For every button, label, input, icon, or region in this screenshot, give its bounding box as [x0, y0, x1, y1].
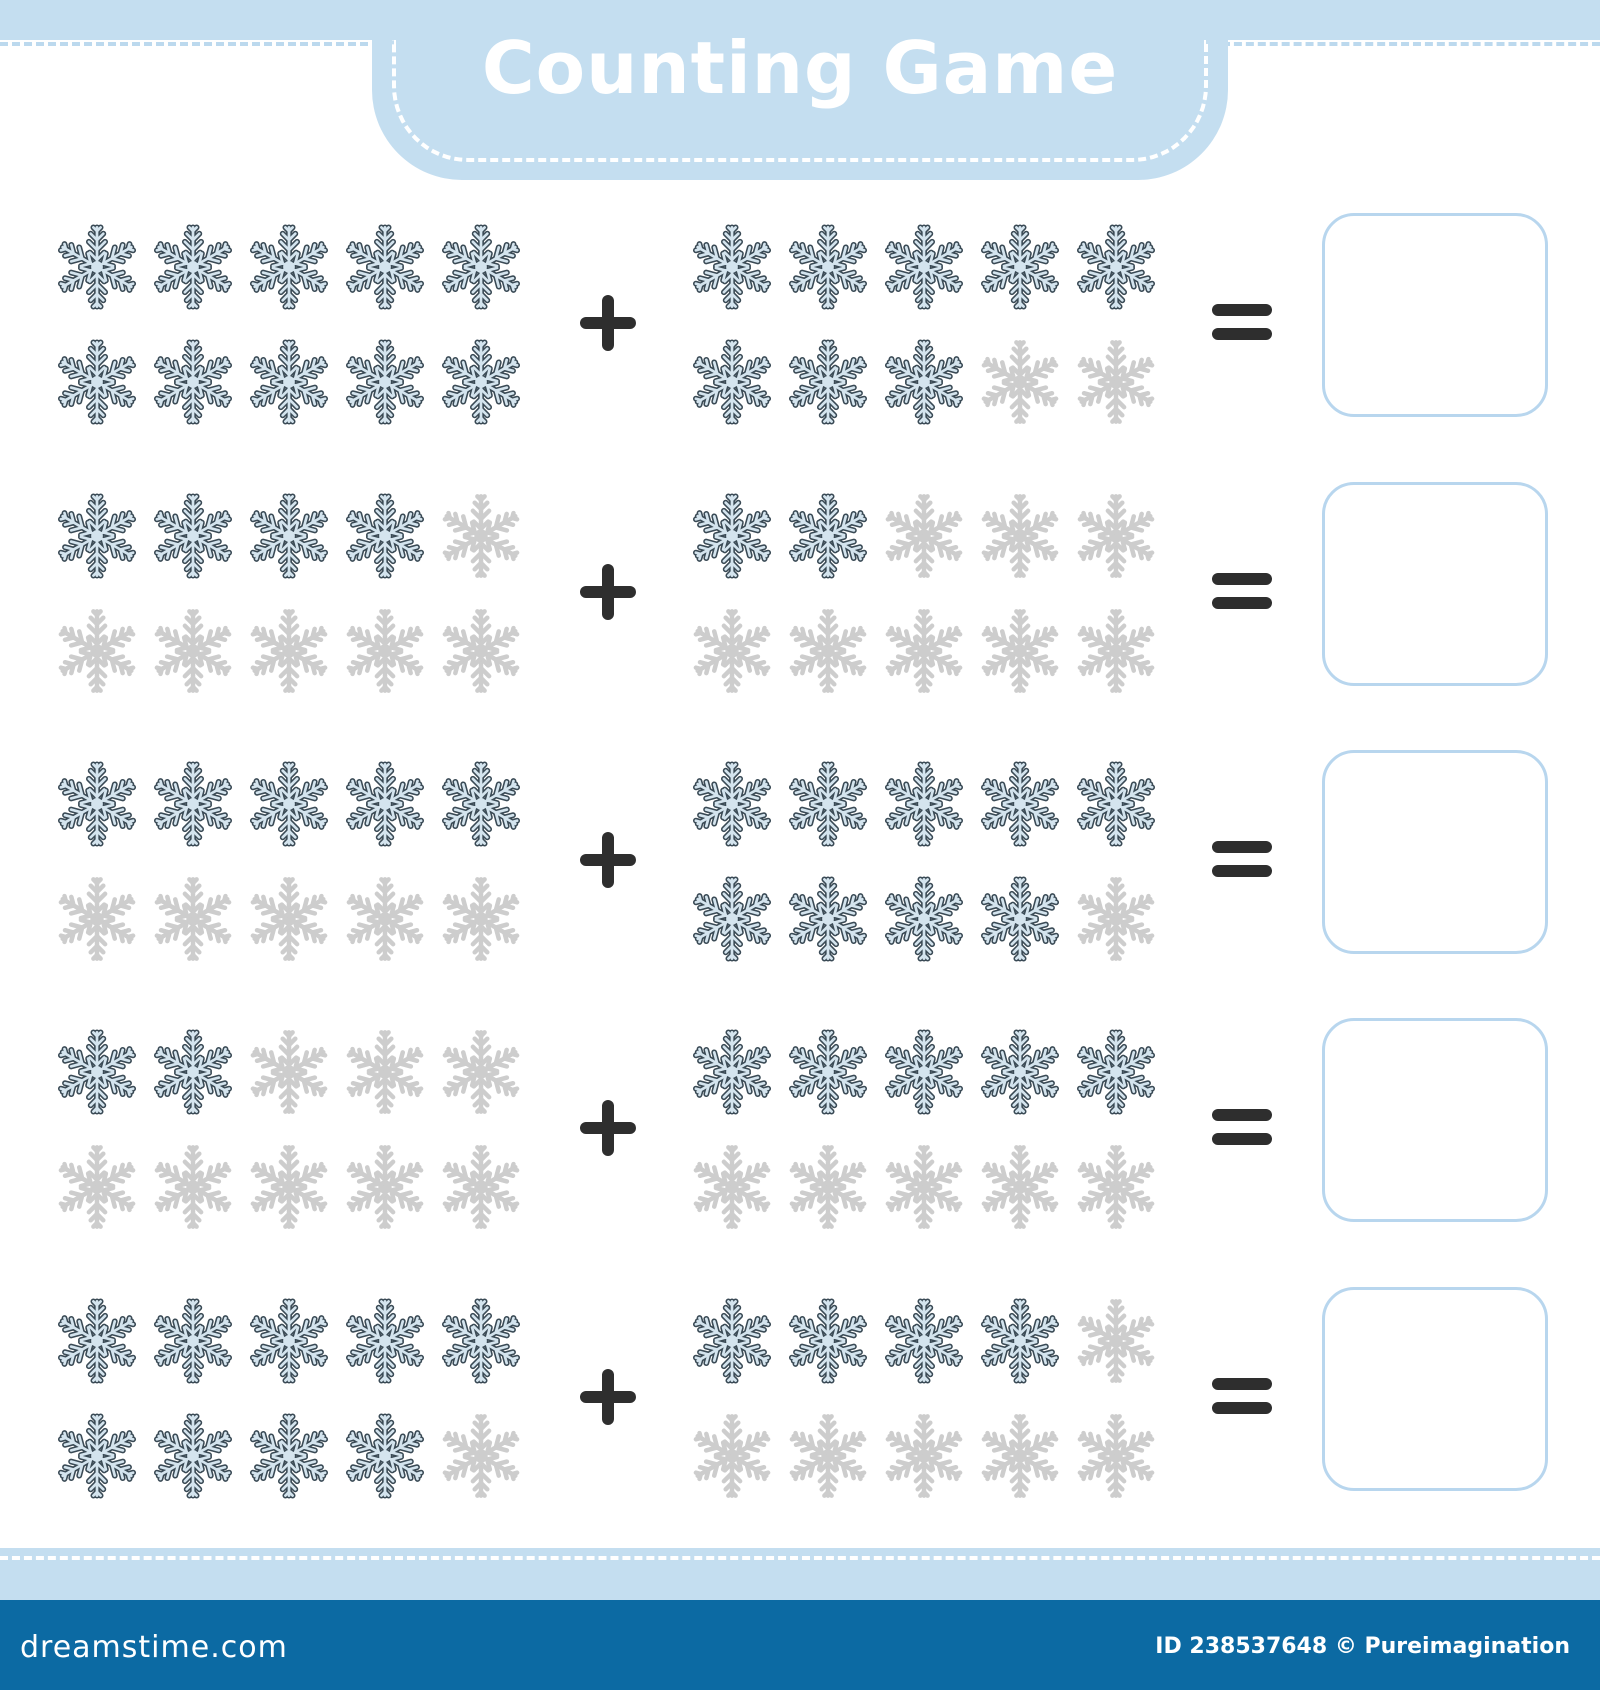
page-title: Counting Game [481, 26, 1119, 110]
snowflake-icon [244, 759, 334, 849]
snowflake-icon [436, 1411, 526, 1501]
equals-icon [1212, 573, 1272, 611]
snowflake-icon [148, 1142, 238, 1232]
snowflake-icon [783, 1296, 873, 1386]
snowflake-icon [1071, 337, 1161, 427]
snowflake-icon [148, 1027, 238, 1117]
answer-box[interactable] [1322, 750, 1548, 954]
snowflake-icon [783, 874, 873, 964]
snowflake-icon [975, 606, 1065, 696]
right-snowflake-group [687, 469, 1167, 699]
plus-icon [580, 564, 636, 620]
problem-row [0, 1005, 1600, 1235]
snowflake-icon [244, 1411, 334, 1501]
snowflake-icon [436, 606, 526, 696]
snowflake-icon [148, 606, 238, 696]
snowflake-icon [879, 491, 969, 581]
right-snowflake-group [687, 1274, 1167, 1504]
snowflake-icon [975, 222, 1065, 312]
answer-box[interactable] [1322, 1287, 1548, 1491]
snowflake-icon [1071, 1027, 1161, 1117]
snowflake-icon [244, 491, 334, 581]
snowflake-icon [52, 1296, 142, 1386]
right-snowflake-group [687, 1005, 1167, 1235]
answer-box[interactable] [1322, 213, 1548, 417]
snowflake-icon [340, 491, 430, 581]
snowflake-icon [340, 1296, 430, 1386]
snowflake-icon [975, 337, 1065, 427]
snowflake-icon [783, 491, 873, 581]
plus-icon [580, 295, 636, 351]
snowflake-icon [879, 1027, 969, 1117]
snowflake-icon [340, 759, 430, 849]
snowflake-icon [687, 222, 777, 312]
snowflake-icon [1071, 606, 1161, 696]
snowflake-icon [340, 1027, 430, 1117]
problem-row [0, 737, 1600, 967]
snowflake-icon [148, 874, 238, 964]
snowflake-icon [687, 1296, 777, 1386]
snowflake-icon [687, 606, 777, 696]
equals-icon [1212, 1109, 1272, 1147]
equals-icon [1212, 841, 1272, 879]
plus-icon [580, 1369, 636, 1425]
top-strip-right [1222, 0, 1600, 40]
snowflake-icon [975, 759, 1065, 849]
snowflake-icon [879, 222, 969, 312]
snowflake-icon [244, 874, 334, 964]
left-snowflake-group [52, 1005, 532, 1235]
top-dash-left [0, 42, 380, 46]
snowflake-icon [687, 1411, 777, 1501]
snowflake-icon [1071, 1296, 1161, 1386]
snowflake-icon [1071, 759, 1161, 849]
snowflake-icon [783, 337, 873, 427]
snowflake-icon [687, 874, 777, 964]
left-snowflake-group [52, 200, 532, 430]
snowflake-icon [52, 1411, 142, 1501]
snowflake-icon [340, 874, 430, 964]
snowflake-icon [879, 606, 969, 696]
snowflake-icon [687, 337, 777, 427]
snowflake-icon [783, 759, 873, 849]
snowflake-icon [783, 222, 873, 312]
snowflake-icon [436, 874, 526, 964]
snowflake-icon [975, 874, 1065, 964]
snowflake-icon [148, 491, 238, 581]
snowflake-icon [340, 606, 430, 696]
snowflake-icon [244, 1142, 334, 1232]
right-snowflake-group [687, 200, 1167, 430]
snowflake-icon [975, 1142, 1065, 1232]
right-snowflake-group [687, 737, 1167, 967]
snowflake-icon [340, 1142, 430, 1232]
snowflake-icon [879, 1296, 969, 1386]
snowflake-icon [148, 1411, 238, 1501]
snowflake-icon [436, 337, 526, 427]
snowflake-icon [52, 1142, 142, 1232]
snowflake-icon [975, 491, 1065, 581]
snowflake-icon [975, 1027, 1065, 1117]
snowflake-icon [879, 759, 969, 849]
problem-row [0, 1274, 1600, 1504]
snowflake-icon [148, 222, 238, 312]
snowflake-icon [436, 759, 526, 849]
snowflake-icon [436, 1027, 526, 1117]
answer-box[interactable] [1322, 1018, 1548, 1222]
equals-icon [1212, 304, 1272, 342]
left-snowflake-group [52, 1274, 532, 1504]
left-snowflake-group [52, 737, 532, 967]
snowflake-icon [148, 1296, 238, 1386]
footer-brand: dreamstime.com [20, 1630, 288, 1665]
snowflake-icon [52, 759, 142, 849]
snowflake-icon [244, 1027, 334, 1117]
snowflake-icon [783, 1027, 873, 1117]
snowflake-icon [52, 222, 142, 312]
left-snowflake-group [52, 469, 532, 699]
snowflake-icon [148, 759, 238, 849]
snowflake-icon [436, 491, 526, 581]
snowflake-icon [436, 222, 526, 312]
snowflake-icon [340, 222, 430, 312]
snowflake-icon [687, 1027, 777, 1117]
plus-icon [580, 1100, 636, 1156]
answer-box[interactable] [1322, 482, 1548, 686]
equals-icon [1212, 1378, 1272, 1416]
snowflake-icon [687, 1142, 777, 1232]
snowflake-icon [244, 337, 334, 427]
snowflake-icon [879, 874, 969, 964]
snowflake-icon [1071, 491, 1161, 581]
snowflake-icon [1071, 222, 1161, 312]
bottom-dash [0, 1556, 1600, 1560]
snowflake-icon [783, 1142, 873, 1232]
snowflake-icon [244, 222, 334, 312]
snowflake-icon [52, 874, 142, 964]
snowflake-icon [975, 1411, 1065, 1501]
snowflake-icon [879, 337, 969, 427]
problem-row [0, 200, 1600, 430]
snowflake-icon [1071, 1411, 1161, 1501]
plus-icon [580, 832, 636, 888]
problem-row [0, 469, 1600, 699]
snowflake-icon [879, 1411, 969, 1501]
snowflake-icon [52, 337, 142, 427]
snowflake-icon [52, 1027, 142, 1117]
snowflake-icon [340, 1411, 430, 1501]
snowflake-icon [244, 606, 334, 696]
snowflake-icon [436, 1142, 526, 1232]
snowflake-icon [1071, 874, 1161, 964]
snowflake-icon [783, 606, 873, 696]
snowflake-icon [52, 491, 142, 581]
snowflake-icon [52, 606, 142, 696]
snowflake-icon [687, 759, 777, 849]
snowflake-icon [879, 1142, 969, 1232]
snowflake-icon [148, 337, 238, 427]
snowflake-icon [1071, 1142, 1161, 1232]
snowflake-icon [436, 1296, 526, 1386]
top-dash-right [1222, 42, 1600, 46]
top-strip-left [0, 0, 380, 40]
snowflake-icon [783, 1411, 873, 1501]
snowflake-icon [975, 1296, 1065, 1386]
snowflake-icon [244, 1296, 334, 1386]
footer-credit: ID 238537648 © Pureimagination [1155, 1634, 1570, 1659]
snowflake-icon [340, 337, 430, 427]
snowflake-icon [687, 491, 777, 581]
